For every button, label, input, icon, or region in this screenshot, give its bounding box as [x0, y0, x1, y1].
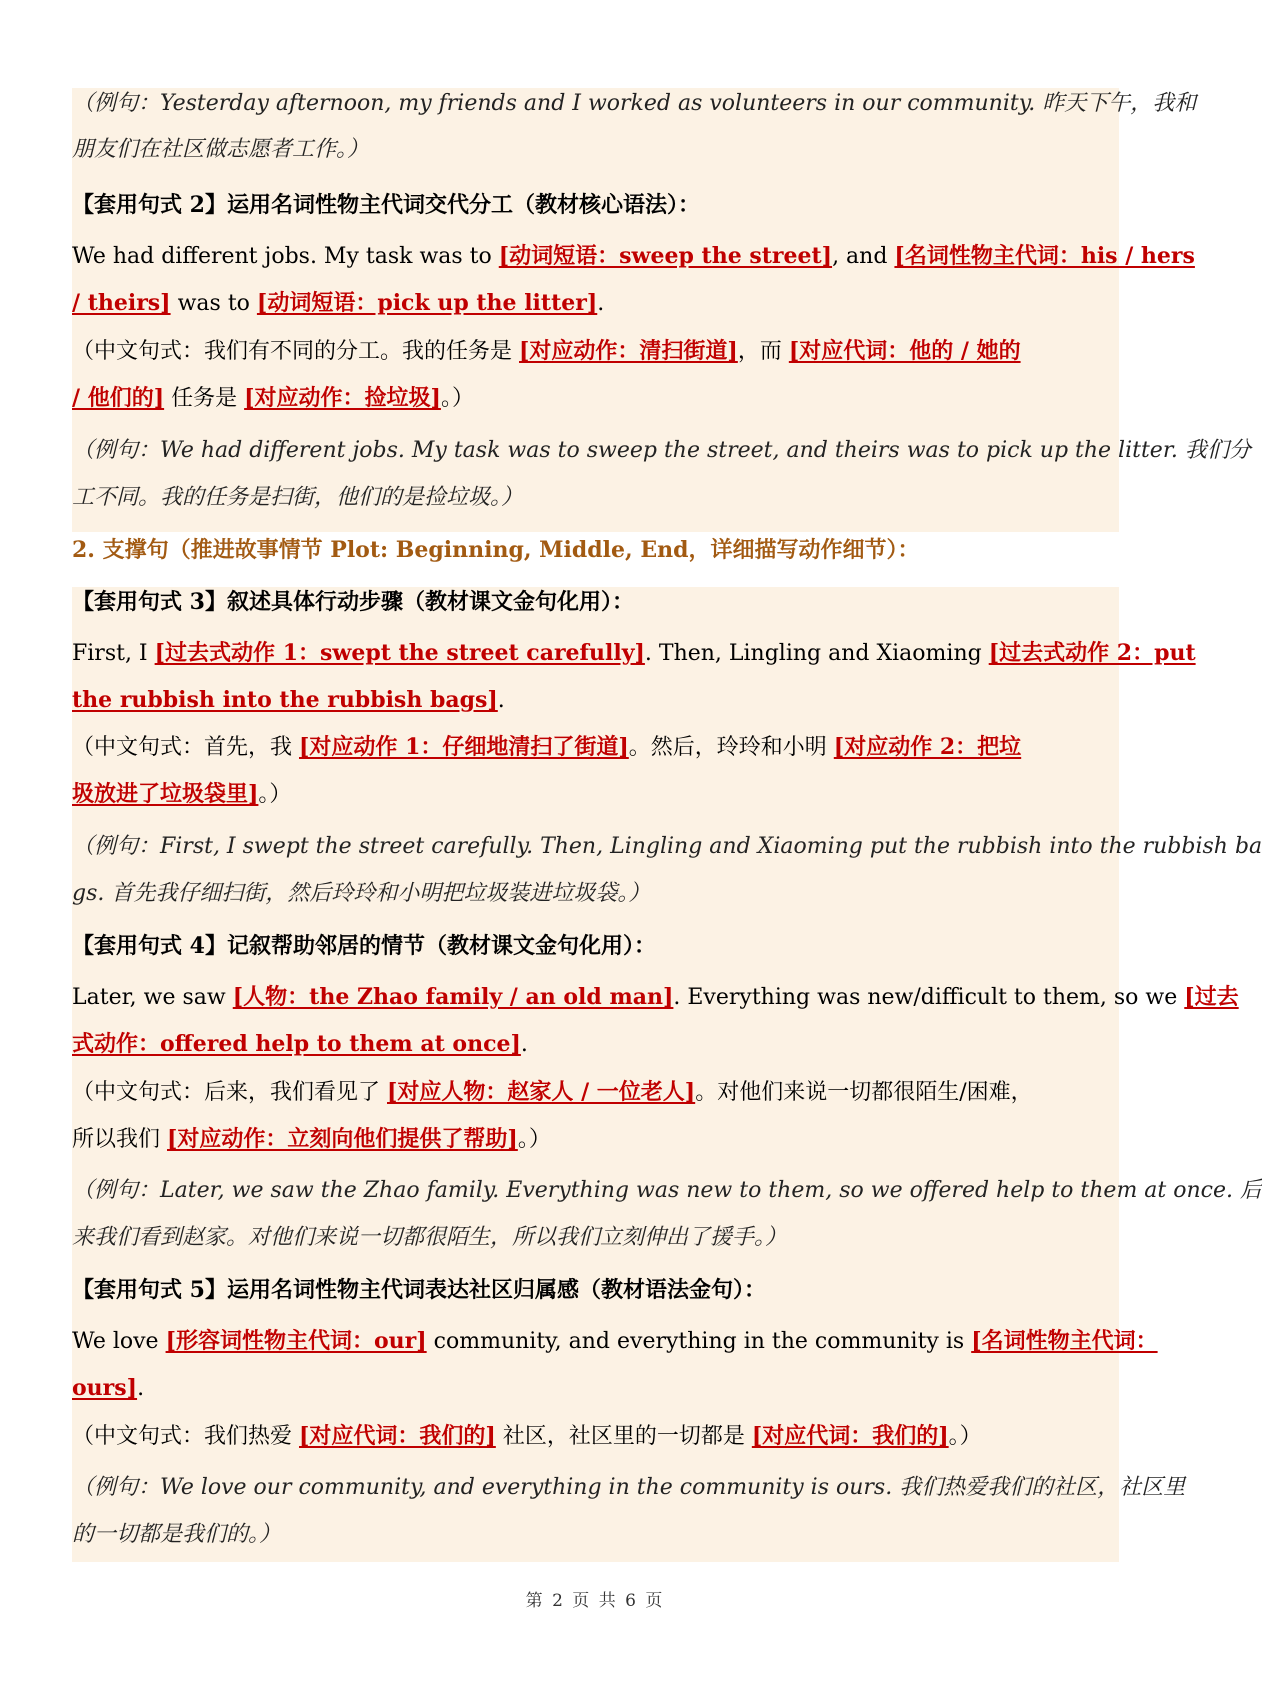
- fill-in-slot: [对应代词：我们的]: [751, 1423, 949, 1449]
- text-line: [72, 1512, 1119, 1558]
- text-line: [72, 824, 1262, 870]
- text-line: [72, 81, 1197, 127]
- text-line: [72, 630, 1196, 676]
- text-line: [72, 579, 1119, 625]
- text-line: [72, 771, 1119, 817]
- text-segment: 来我们看到赵家。对他们来说一切都很陌生，所以我们立刻伸出了援手。）: [72, 1225, 788, 1250]
- fill-in-slot: [过去式动作 1：swept the street carefully]: [154, 640, 645, 666]
- text-segment: We love: [72, 1329, 166, 1354]
- text-segment: 【套用句式 4】记叙帮助邻居的情节（教材课文金句化用）：: [72, 933, 656, 959]
- text-segment: 。对他们来说一切都很陌生/困难，: [695, 1080, 1033, 1105]
- fill-in-slot: [对应人物：赵家人 / 一位老人]: [387, 1079, 696, 1105]
- text-segment: We had different jobs. My task was to: [72, 244, 499, 269]
- text-segment: . Everything was new/difficult to them, so we: [673, 985, 1185, 1010]
- text-segment: （中文句式：我们热爱: [72, 1424, 299, 1449]
- text-line: [72, 871, 1119, 917]
- text-segment: 。然后，玲玲和小明: [628, 735, 834, 760]
- text-line: [72, 280, 1119, 326]
- fill-in-slot: [对应动作 2：把垃: [833, 734, 1022, 760]
- text-line: [72, 1413, 1119, 1459]
- text-line: [72, 724, 1119, 770]
- text-segment: 所以我们: [72, 1127, 167, 1152]
- text-segment: 。）: [258, 782, 292, 807]
- text-line: [72, 1318, 1158, 1364]
- fill-in-slot: [对应动作：捡垃圾]: [244, 385, 441, 411]
- text-segment: .: [520, 1032, 528, 1057]
- text-segment: Later, we saw: [72, 985, 233, 1010]
- fill-in-slot: ours]: [72, 1375, 138, 1401]
- text-line: [72, 1465, 1186, 1511]
- text-line: [72, 375, 1119, 421]
- text-segment: 工不同。我的任务是扫街，他们的是捡垃圾。）: [72, 485, 524, 510]
- fill-in-slot: [对应动作：立刻向他们提供了帮助]: [167, 1126, 518, 1152]
- text-line: [72, 1215, 1119, 1261]
- text-segment: （例句：Yesterday afternoon, my friends and I worked as volunteers in our community. 昨天下午，我和: [72, 91, 1197, 116]
- text-segment: （例句：We had different jobs. My task was to sweep the street, and theirs was to pick up the litter. 我们分: [72, 438, 1251, 463]
- fill-in-slot: [动词短语：sweep the street]: [498, 243, 833, 269]
- text-line: [72, 1168, 1262, 1214]
- text-segment: 。）: [517, 1127, 551, 1152]
- fill-in-slot: [名词性物主代词：his / hers: [894, 243, 1195, 269]
- text-segment: community, and everything in the community is: [426, 1329, 972, 1354]
- fill-in-slot: [动词短语：pick up the litter]: [256, 290, 598, 316]
- text-line: [72, 677, 1119, 723]
- text-segment: 【套用句式 2】运用名词性物主代词交代分工（教材核心语法）：: [72, 192, 700, 218]
- text-line: [72, 475, 1119, 521]
- text-line: [72, 328, 1119, 374]
- page-footer: 第 2 页 共 6 页: [525, 1591, 665, 1611]
- fill-in-slot: [名词性物主代词：: [971, 1328, 1158, 1354]
- text-line: [72, 974, 1239, 1020]
- fill-in-slot: [过去式动作 2：put: [988, 640, 1196, 666]
- fill-in-slot: 式动作：offered help to them at once]: [72, 1031, 521, 1057]
- text-segment: 任务是: [164, 386, 245, 411]
- text-segment: （中文句式：后来，我们看见了: [72, 1080, 387, 1105]
- text-line: [72, 233, 1195, 279]
- text-segment: 。）: [948, 1424, 982, 1449]
- text-line: [72, 428, 1251, 474]
- fill-in-slot: [对应动作 1：仔细地清扫了街道]: [299, 734, 629, 760]
- text-segment: （例句：We love our community, and everything in the community is ours. 我们热爱我们的社区，社区里: [72, 1475, 1186, 1500]
- text-segment: gs. 首先我仔细扫街，然后玲玲和小明把垃圾装进垃圾袋。）: [72, 881, 651, 906]
- text-line: [72, 182, 1119, 228]
- text-segment: 【套用句式 5】运用名词性物主代词表达社区归属感（教材语法金句）：: [72, 1277, 766, 1303]
- text-segment: （例句：Later, we saw the Zhao family. Everything was new to them, so we offered help to them at once. 后: [72, 1178, 1262, 1203]
- fill-in-slot: / theirs]: [72, 290, 171, 316]
- fill-in-slot: [对应代词：他的 / 她的: [788, 338, 1021, 364]
- fill-in-slot: [对应代词：我们的]: [299, 1423, 496, 1449]
- text-segment: ，而: [737, 339, 789, 364]
- text-line: [72, 1365, 1119, 1411]
- text-segment: 的一切都是我们的。）: [72, 1522, 282, 1547]
- text-line: [72, 527, 1119, 573]
- fill-in-slot: [对应动作：清扫街道]: [519, 338, 738, 364]
- text-line: [72, 1021, 1119, 1067]
- fill-in-slot: the rubbish into the rubbish bags]: [72, 687, 498, 713]
- text-segment: （中文句式：首先，我: [72, 735, 299, 760]
- fill-in-slot: [过去: [1184, 984, 1239, 1010]
- fill-in-slot: [人物：the Zhao family / an old man]: [232, 984, 674, 1010]
- text-segment: was to: [170, 291, 257, 316]
- fill-in-slot: 圾放进了垃圾袋里]: [72, 781, 259, 807]
- text-segment: .: [597, 291, 605, 316]
- text-segment: .: [137, 1376, 145, 1401]
- text-segment: 2. 支撑句（推进故事情节 Plot: Beginning, Middle, End，详细描写动作细节）：: [72, 537, 920, 563]
- text-line: [72, 1116, 1119, 1162]
- text-segment: 。）: [440, 386, 474, 411]
- fill-in-slot: / 他们的]: [72, 385, 165, 411]
- text-segment: . Then, Lingling and Xiaoming: [644, 641, 989, 666]
- text-segment: 朋友们在社区做志愿者工作。）: [72, 137, 370, 162]
- text-segment: （中文句式：我们有不同的分工。我的任务是: [72, 339, 519, 364]
- text-line: [72, 1069, 1119, 1115]
- text-segment: First, I: [72, 641, 155, 666]
- text-segment: （例句：First, I swept the street carefully. Then, Lingling and Xiaoming put the rubbish into the rubbish ba: [72, 834, 1262, 859]
- text-line: [72, 127, 1119, 173]
- text-line: [72, 923, 1119, 969]
- text-segment: , and: [832, 244, 895, 269]
- fill-in-slot: [形容词性物主代词：our]: [165, 1328, 427, 1354]
- text-segment: 社区，社区里的一切都是: [495, 1424, 752, 1449]
- text-line: [72, 1267, 1119, 1313]
- text-segment: .: [497, 688, 505, 713]
- text-segment: 【套用句式 3】叙述具体行动步骤（教材课文金句化用）：: [72, 589, 634, 615]
